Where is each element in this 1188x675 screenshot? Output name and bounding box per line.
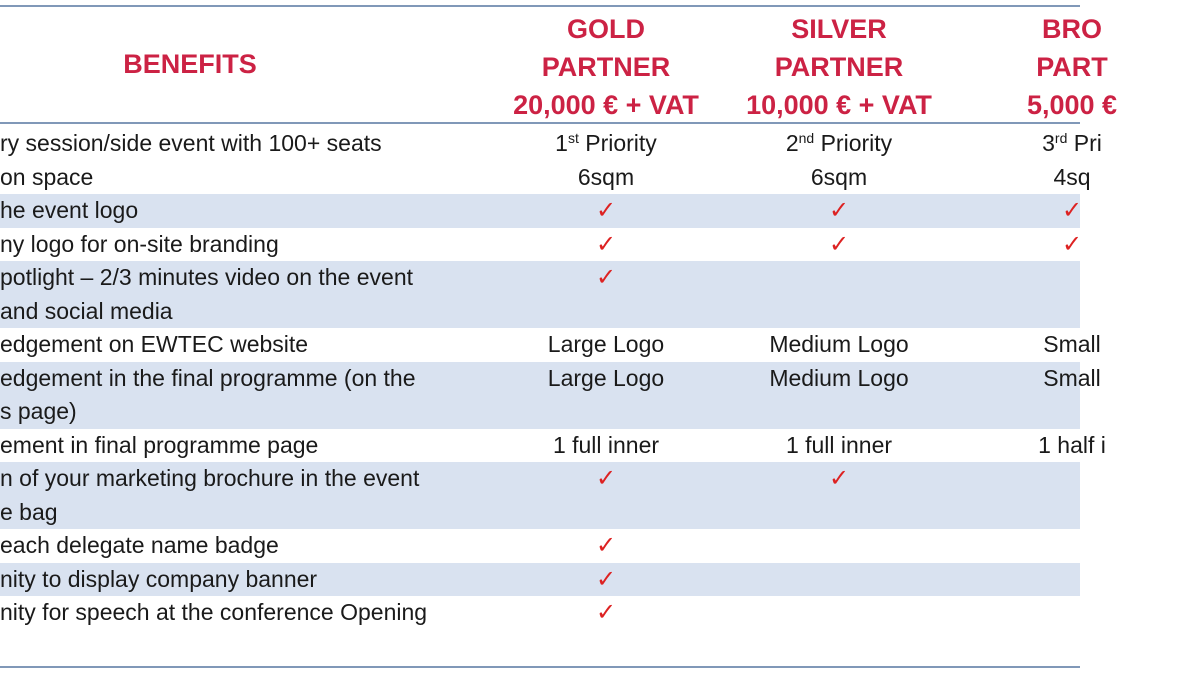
table-row bbox=[0, 127, 1102, 161]
benefit-cell bbox=[0, 161, 470, 195]
header-silver-line-1: SILVER bbox=[791, 14, 887, 44]
benefit-text: on space bbox=[0, 163, 94, 190]
table-row bbox=[0, 563, 1080, 597]
table-row bbox=[0, 228, 1083, 262]
gold-value-cell bbox=[490, 194, 722, 228]
benefit-text: each delegate name badge bbox=[0, 532, 279, 558]
silver-value-cell: 6sqm bbox=[810, 163, 868, 190]
table-row bbox=[0, 529, 1080, 563]
benefit-cell bbox=[0, 362, 470, 429]
benefit-text: s page) bbox=[0, 398, 77, 424]
header-gold-line-2: PARTNER bbox=[541, 52, 671, 82]
benefit-text: and social media bbox=[0, 297, 173, 324]
table-row bbox=[0, 261, 1080, 328]
check-icon: ✓ bbox=[828, 465, 850, 492]
check-icon: ✓ bbox=[595, 599, 617, 626]
check-icon: ✓ bbox=[595, 197, 617, 224]
benefit-cell bbox=[0, 429, 470, 463]
table-bottom-rule bbox=[0, 666, 1080, 668]
bronze-value-cell bbox=[956, 194, 1188, 228]
check-icon: ✓ bbox=[595, 465, 617, 492]
benefit-cell bbox=[0, 328, 470, 362]
benefit-cell bbox=[0, 127, 470, 161]
check-icon: ✓ bbox=[828, 230, 850, 258]
benefit-text: edgement on EWTEC website bbox=[0, 331, 309, 357]
benefit-cell bbox=[0, 261, 470, 328]
benefit-text: potlight – 2/3 minutes video on the event bbox=[0, 264, 414, 290]
check-icon: ✓ bbox=[595, 532, 617, 559]
gold-value-cell bbox=[490, 529, 722, 563]
benefit-cell bbox=[0, 563, 470, 597]
silver-value-cell: 1 full inner bbox=[785, 431, 893, 458]
silver-value-cell bbox=[722, 228, 956, 262]
benefit-text: ny logo for on-site branding bbox=[0, 230, 279, 257]
gold-value-cell: 1 full inner bbox=[552, 431, 660, 458]
silver-value-cell bbox=[722, 194, 956, 228]
benefit-text: n of your marketing brochure in the event bbox=[0, 465, 420, 491]
benefit-text: e bag bbox=[0, 498, 58, 525]
benefit-cell bbox=[0, 194, 470, 228]
benefit-cell bbox=[0, 596, 470, 630]
gold-value-cell bbox=[490, 228, 722, 262]
benefit-cell bbox=[0, 529, 470, 563]
check-icon: ✓ bbox=[828, 197, 850, 224]
bronze-value-cell: 1 half i bbox=[1038, 431, 1106, 458]
gold-value-cell bbox=[490, 596, 722, 630]
bronze-value-cell: Small bbox=[1043, 331, 1101, 357]
header-bronze-line-1: BRO bbox=[1042, 14, 1102, 44]
gold-value-cell bbox=[490, 462, 722, 496]
table-row bbox=[0, 328, 1101, 362]
gold-value-cell bbox=[490, 563, 722, 597]
header-gold-price: 20,000 € + VAT bbox=[513, 90, 699, 120]
header-benefits-label: BENEFITS bbox=[123, 49, 257, 79]
header-gold-line-1: GOLD bbox=[567, 14, 645, 44]
benefit-text: ement in final programme page bbox=[0, 431, 319, 458]
silver-value-cell: Medium Logo bbox=[769, 364, 909, 391]
check-icon: ✓ bbox=[595, 565, 617, 593]
gold-value-cell bbox=[490, 261, 722, 295]
benefit-text: nity to display company banner bbox=[0, 565, 318, 592]
gold-value-cell: 1st Priority bbox=[555, 130, 657, 156]
header-silver-line-2: PARTNER bbox=[774, 52, 904, 82]
silver-value-cell: 2nd Priority bbox=[785, 130, 893, 156]
silver-value-cell: Medium Logo bbox=[769, 331, 909, 357]
table-row bbox=[0, 462, 1080, 529]
header-silver-price: 10,000 € + VAT bbox=[746, 90, 932, 120]
bronze-value-cell bbox=[956, 228, 1188, 262]
silver-value-cell bbox=[722, 462, 956, 496]
benefit-text: ry session/side event with 100+ seats bbox=[0, 130, 382, 156]
table-header-rule bbox=[0, 122, 1080, 124]
bronze-value-cell: 3rd Pri bbox=[1042, 130, 1102, 156]
header-benefits bbox=[40, 6, 340, 122]
header-gold-partner bbox=[490, 6, 722, 122]
table-row bbox=[0, 596, 1080, 630]
check-icon: ✓ bbox=[1061, 230, 1083, 258]
check-icon: ✓ bbox=[595, 230, 617, 258]
bronze-value-cell: 4sq bbox=[1053, 163, 1091, 190]
check-icon: ✓ bbox=[595, 264, 617, 291]
benefit-cell bbox=[0, 462, 470, 529]
check-icon: ✓ bbox=[1061, 197, 1083, 224]
header-bronze-price: 5,000 € bbox=[1026, 90, 1118, 120]
benefit-cell bbox=[0, 228, 470, 262]
header-bronze-line-2: PART bbox=[1036, 52, 1108, 82]
header-bronze-partner bbox=[956, 6, 1188, 122]
benefit-text: edgement in the final programme (on the bbox=[0, 364, 416, 391]
table-row bbox=[0, 362, 1101, 429]
gold-value-cell: Large Logo bbox=[547, 364, 665, 391]
table-row bbox=[0, 194, 1083, 228]
benefit-text: he event logo bbox=[0, 197, 139, 223]
table-row bbox=[0, 161, 1091, 195]
bronze-value-cell: Small bbox=[1043, 364, 1101, 391]
table-row bbox=[0, 429, 1106, 463]
benefit-text: nity for speech at the conference Opening bbox=[0, 599, 428, 625]
gold-value-cell: Large Logo bbox=[547, 331, 665, 357]
header-silver-partner bbox=[722, 6, 956, 122]
gold-value-cell: 6sqm bbox=[577, 163, 635, 190]
